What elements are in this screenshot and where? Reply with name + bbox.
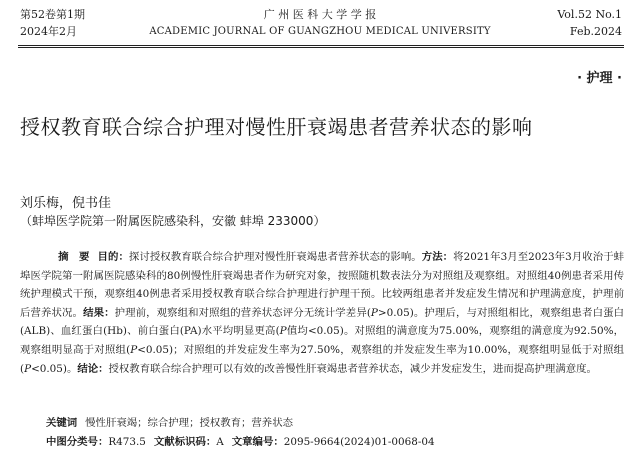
p-symbol: P: [24, 362, 32, 375]
article-title: 授权教育联合综合护理对慢性肝衰竭患者营养状态的影响: [20, 115, 533, 139]
issue-date-cn: 2024年2月: [20, 25, 77, 38]
methods-label: 方法：: [421, 251, 454, 263]
article-no-value: 2095-9664(2024)01-0068-04: [283, 436, 435, 448]
keywords-label: 关键词: [46, 417, 78, 429]
header-rule-bottom: [18, 47, 624, 48]
journal-name-en: ACADEMIC JOURNAL OF GUANGZHOU MEDICAL UNIVERSITY: [149, 26, 491, 37]
p-symbol: P: [130, 343, 138, 356]
results-text-d: <0.05)；对照组的并发症发生率为27.50%，观察组的并发症发生率为10.00%，观察组明显低于对照组(: [20, 343, 624, 375]
abstract: [20, 248, 624, 378]
header-center: [0, 6, 640, 40]
issue-date-en: Feb.2024: [569, 25, 622, 38]
volume-issue-en: Vol.52 No.1: [557, 8, 622, 21]
keywords-value: 慢性肝衰竭；综合护理；授权教育；营养状态: [85, 417, 293, 429]
p-symbol: P: [279, 325, 287, 338]
objective-label: 目的：: [97, 251, 129, 263]
running-header: [0, 0, 640, 46]
header-right: [557, 6, 622, 40]
journal-name-cn: 广 州 医 科 大 学 学 报: [263, 8, 377, 21]
section-label: · 护理 ·: [577, 71, 622, 86]
volume-issue: 第52卷第1期: [20, 8, 85, 21]
results-label: 结果：: [83, 306, 115, 319]
abstract-label: 摘 要: [58, 251, 90, 263]
results-text-c: 值均<0.05)。对照组的满意度为75.00%，观察组的满意度为92.50%，观察组明显高于对照组(: [20, 325, 624, 356]
objective-text: 探讨授权教育联合综合护理对慢性肝衰竭患者营养状态的影响。: [128, 251, 422, 263]
methods-text: 将2021年3月至2023年3月收治于蚌埠医学院第一附属医院感染科的80例慢性肝衰竭患者作为研究对象，按照随机数表法分为对照组及观察组。对照组40例患者采用传统护理模式干预，观察组40例患者采用授权教育联合综合护理进行护理干预。比较两组患者并发症发生情况和护理满意度，护理前后营养状况。: [20, 251, 625, 319]
results-text-b: >0.05)。护理后，与对照组相比，观察组患者白蛋白(ALB)、血红蛋白(Hb)、前白蛋白(PA)水平均明显更高(: [20, 306, 624, 338]
classification-line: [46, 433, 435, 448]
affiliation: （蚌埠医学院第一附属医院感染科，安徽 蚌埠 233000）: [20, 214, 326, 228]
results-text-a: 护理前，观察组和对照组的营养状态评分无统计学差异(: [114, 306, 371, 319]
article-no-label: 文章编号：: [231, 436, 284, 448]
doc-code-value: A: [216, 436, 224, 448]
header-rule-top: [18, 45, 624, 46]
clc-value: R473.5: [108, 436, 146, 448]
results-text-e: <0.05)。: [31, 362, 78, 375]
conclusion-text: 授权教育联合综合护理可以有效的改善慢性肝衰竭患者营养状态，减少并发症发生，进而提高护理满意度。: [108, 362, 597, 375]
author-list: 刘乐梅，倪书佳: [20, 196, 112, 211]
p-symbol: P: [370, 306, 378, 319]
clc-label: 中图分类号：: [46, 436, 109, 448]
doc-code-label: 文献标识码：: [153, 436, 217, 448]
conclusion-label: 结论：: [77, 362, 109, 375]
keywords: [46, 414, 293, 429]
